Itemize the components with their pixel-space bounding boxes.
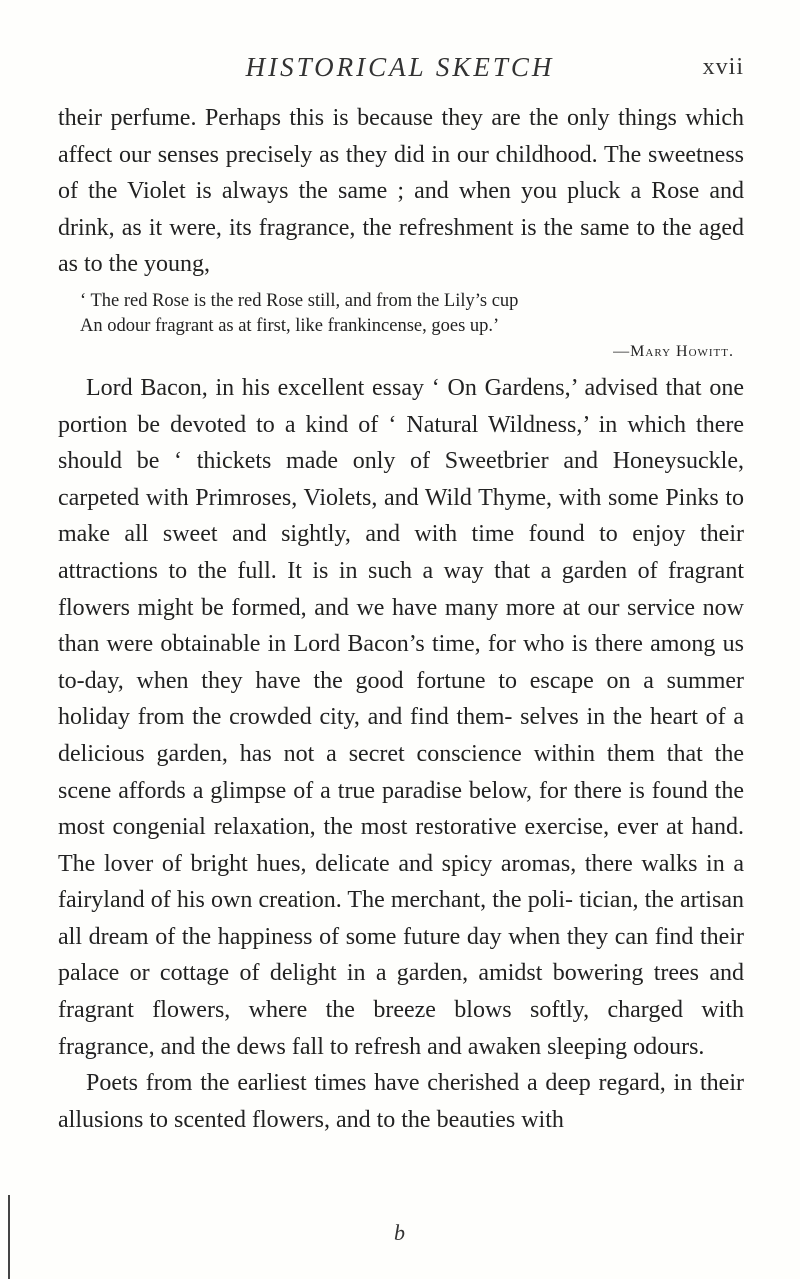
verse-quotation — [58, 289, 744, 364]
verse-line-1: ‘ The red Rose is the red Rose still, and from the Lily’s cup — [80, 290, 519, 311]
verse-line-2: An odour fragrant as at first, like frankincense, goes up.’ — [80, 315, 500, 336]
body-text — [58, 100, 744, 1138]
signature-mark: b — [394, 1220, 405, 1245]
page-number: xvii — [702, 54, 744, 80]
page-edge-line — [8, 1195, 10, 1279]
running-head — [0, 46, 800, 86]
running-title: HISTORICAL SKETCH — [245, 52, 555, 82]
quote-attribution: —Mary Howitt. — [613, 342, 734, 360]
paragraph-1: their perfume. Perhaps this is because they are the only things which affect our senses precisely as they did in our childhood. The sweetness of the Violet is always the same ; and when you pluck a Rose and drink, as it were, its fragrance, the refreshment is the same to the aged as to the young, — [58, 105, 744, 278]
paragraph-2: Lord Bacon, in his excellent essay ‘ On Gardens,’ advised that one portion be devoted to a kind of ‘ Natural Wildness,’ in which there should be ‘ thickets made only of Sweetbrier and Honeysuckle, carpeted with Primroses, Violets, and Wild Thyme, with some Pinks to make all sweet and sightly, and with time found to enjoy their attractions to the full. It is in such a way that a garden of fragrant flowers might be formed, and we have many more at our service now than were obtainable in Lord Bacon’s time, for who is there among us to-day, when they have the good fortune to escape on a summer holiday from the crowded city, and find them- selves in the heart of a delicious garden, has not a secret conscience within them that the scene affords a glimpse of a true paradise below, for there is found the most congenial relaxation, the most restorative exercise, ever at hand. The lover of bright hues, delicate and spicy aromas, there walks in a fairyland of his own creation. The merchant, the poli- tician, the artisan all dream of the happiness of some future day when they can find their palace or cottage of delight in a garden, amidst bowering trees and fragrant flowers, where the breeze blows softly, charged with fragrance, and the dews fall to refresh and awaken sleeping odours. — [58, 374, 744, 1060]
paragraph-3: Poets from the earliest times have cherished a deep regard, in their allusions to scented flowers, and to the beauties with — [58, 1070, 744, 1133]
